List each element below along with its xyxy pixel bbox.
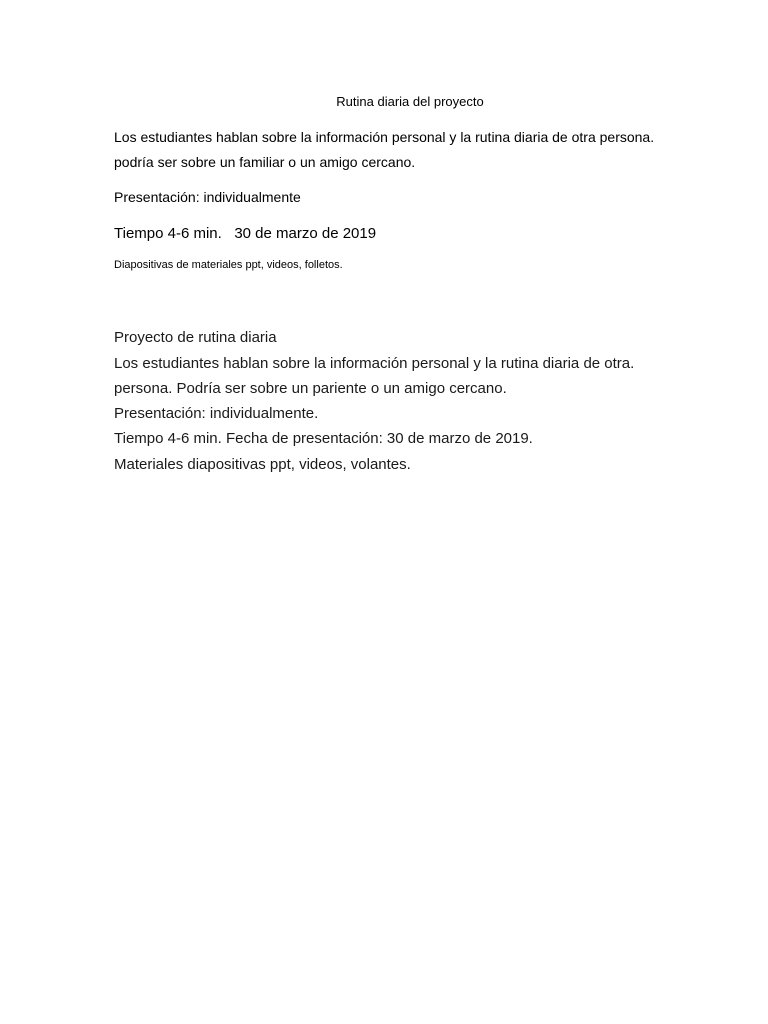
section1-line2: podría ser sobre un familiar o un amigo cercano. [114,154,416,170]
section1-time: Tiempo 4-6 min. 30 de marzo de 2019 [114,225,377,242]
section1-line1: Los estudiantes hablan sobre la información personal y la rutina diaria de otra persona. [114,129,655,145]
document-title: Rutina diaria del proyecto [336,94,484,109]
section2-time: Tiempo 4-6 min. Fecha de presentación: 30 de marzo de 2019. [114,430,533,447]
section2-heading: Proyecto de rutina diaria [114,329,277,346]
section2-presentation: Presentación: individualmente. [114,405,319,422]
section1-presentation: Presentación: individualmente [114,189,301,205]
section2-materials: Materiales diapositivas ppt, videos, volantes. [114,456,411,473]
section2-line1: Los estudiantes hablan sobre la información personal y la rutina diaria de otra. [114,355,635,372]
section2-line2: persona. Podría ser sobre un pariente o un amigo cercano. [114,380,507,397]
section1-materials: Diapositivas de materiales ppt, videos, folletos. [114,259,343,271]
